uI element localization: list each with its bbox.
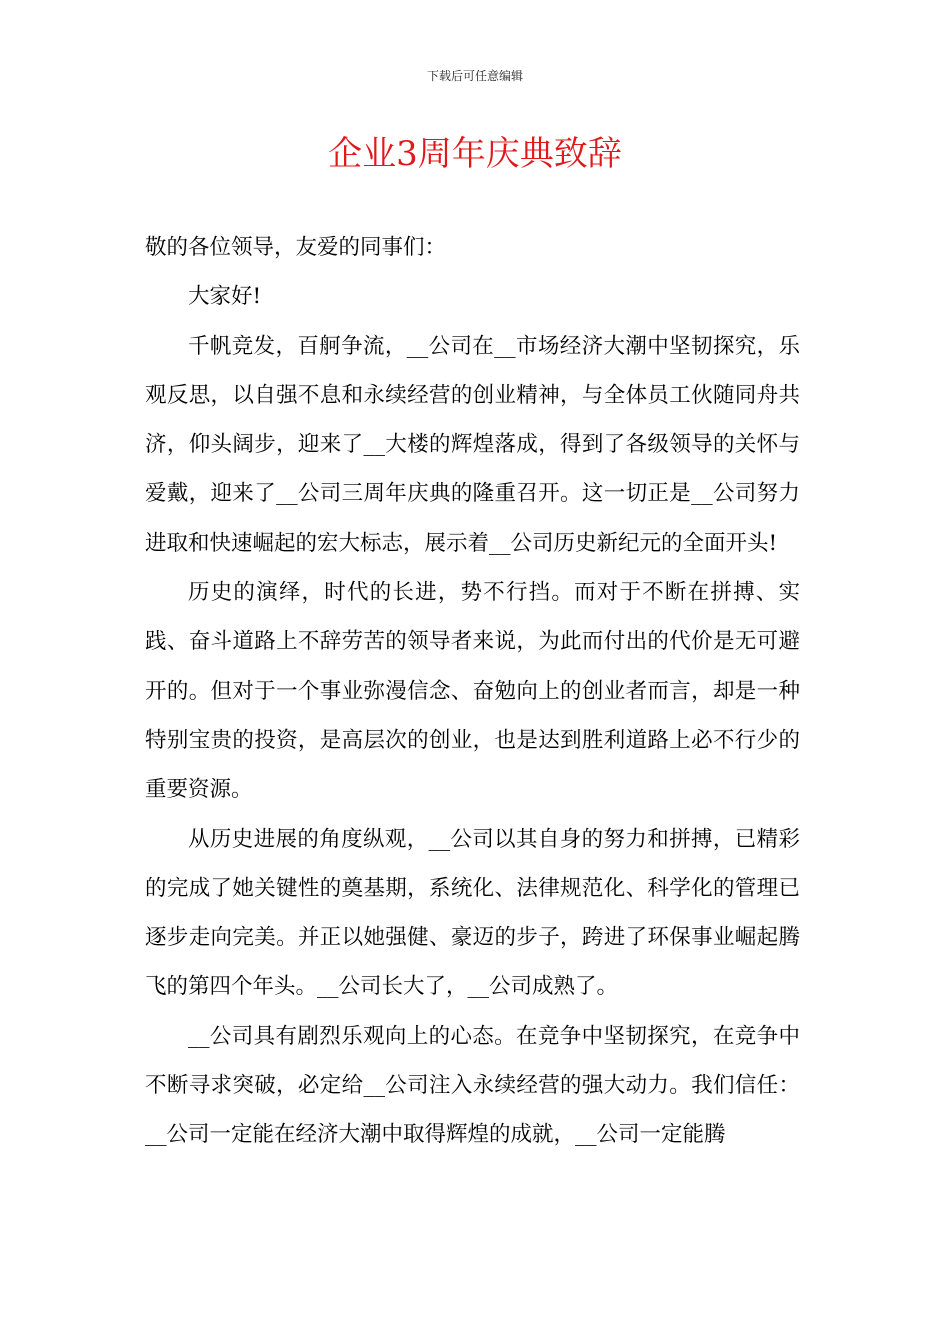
document-body <box>145 223 800 1160</box>
greeting: 大家好! <box>188 284 262 310</box>
body-paragraph-3: 从历史进展的角度纵观，__公司以其自身的努力和拼搏，已精彩的完成了她关键性的奠基期，系统化、法律规范化、科学化的管理已逐步走向完美。并正以她强健、豪迈的步子，跨进了环保事业崛起腾飞的第四个年头。__公司长大了，__公司成熟了。 <box>145 826 800 1000</box>
header-note: 下载后可任意编辑 <box>426 69 523 83</box>
body-paragraph-4: __公司具有剧烈乐观向上的心态。在竞争中坚韧探究，在竞争中不断寻求突破，必定给__公司注入永续经营的强大动力。我们信任：__公司一定能在经济大潮中取得辉煌的成就，__公司一定能腾 <box>145 1023 800 1148</box>
body-paragraph-2: 历史的演绎，时代的长进，势不行挡。而对于不断在拼搏、实践、奋斗道路上不辞劳苦的领导者来说，为此而付出的代价是无可避开的。但对于一个事业弥漫信念、奋勉向上的创业者而言，却是一种特别宝贵的投资，是高层次的创业，也是达到胜利道路上必不行少的重要资源。 <box>145 580 800 803</box>
document-title: 企业3周年庆典致辞 <box>328 134 622 174</box>
body-paragraph-1: 千帆竞发，百舸争流，__公司在__市场经济大潮中坚韧探究，乐观反思，以自强不息和永续经营的创业精神，与全体员工伙随同舟共济，仰头阔步，迎来了__大楼的辉煌落成，得到了各级领导的关怀与爱戴，迎来了__公司三周年庆典的隆重召开。这一切正是__公司努力进取和快速崛起的宏大标志，展示着__公司历史新纪元的全面开头! <box>145 333 800 556</box>
salutation: 敬的各位领导，友爱的同事们： <box>145 235 447 260</box>
